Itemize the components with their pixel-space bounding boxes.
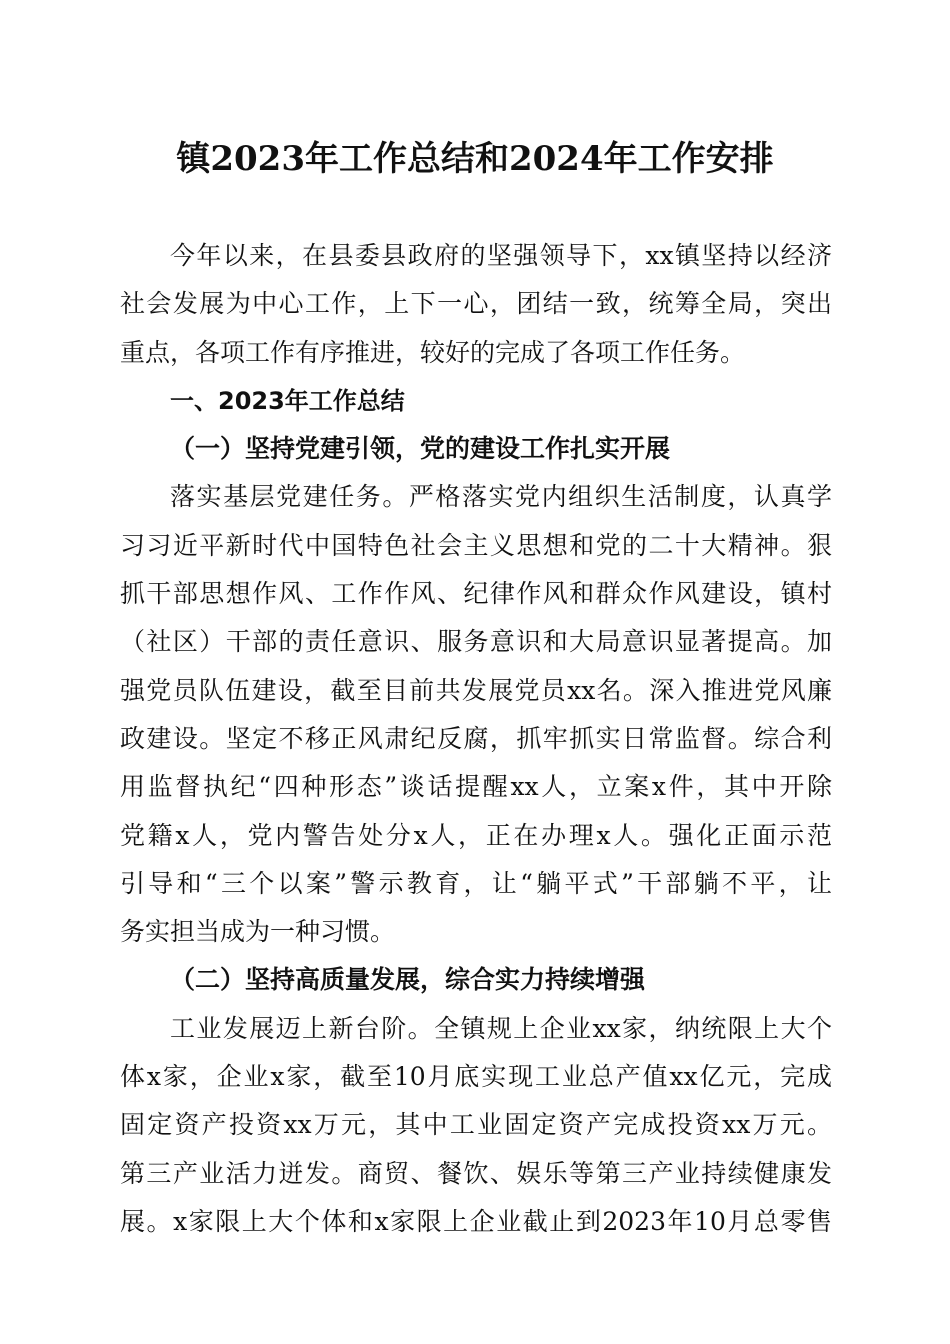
sub1-line-4: （社区）干部的责任意识、服务意识和大局意识显著提高。加	[120, 627, 832, 657]
section-heading-1: 一、2023年工作总结	[170, 386, 405, 415]
intro-line-1: 今年以来，在县委县政府的坚强领导下，xx镇坚持以经济	[170, 241, 832, 270]
intro-line-2: 社会发展为中心工作，上下一心，团结一致，统筹全局，突出	[120, 289, 832, 319]
sub2-line-4: 第三产业活力迸发。商贸、餐饮、娱乐等第三产业持续健康发	[120, 1158, 832, 1188]
sub1-line-6: 政建设。坚定不移正风肃纪反腐，抓牢抓实日常监督。综合利	[120, 723, 832, 753]
sub1-line-3: 抓干部思想作风、工作作风、纪律作风和群众作风建设，镇村	[120, 579, 832, 609]
subsection-heading-2: （二）坚持高质量发展，综合实力持续增强	[170, 965, 646, 995]
sub1-line-2: 习习近平新时代中国特色社会主义思想和党的二十大精神。狠	[120, 530, 832, 560]
sub2-line-5: 展。x家限上大个体和x家限上企业截止到2023年10月总零售	[120, 1206, 832, 1236]
subsection-heading-1: （一）坚持党建引领，党的建设工作扎实开展	[170, 434, 671, 464]
document-title: 镇2023年工作总结和2024年工作安排	[176, 139, 774, 179]
sub1-line-5: 强党员队伍建设，截至目前共发展党员xx名。深入推进党风廉	[120, 675, 832, 705]
sub1-line-9: 引导和“三个以案”警示教育，让“躺平式”干部躺不平，让	[120, 868, 832, 898]
sub1-line-1: 落实基层党建任务。严格落实党内组织生活制度，认真学	[170, 482, 832, 512]
sub1-line-7: 用监督执纪“四种形态”谈话提醒xx人，立案x件，其中开除	[120, 772, 832, 802]
intro-line-3: 重点，各项工作有序推进，较好的完成了各项工作任务。	[120, 337, 746, 367]
sub2-line-2: 体x家，企业x家，截至10月底实现工业总产值xx亿元，完成	[120, 1062, 832, 1092]
sub1-line-8: 党籍x人，党内警告处分x人，正在办理x人。强化正面示范	[120, 820, 832, 850]
sub2-line-1: 工业发展迈上新台阶。全镇规上企业xx家，纳统限上大个	[170, 1013, 832, 1043]
document-body	[120, 232, 832, 1246]
sub2-line-3: 固定资产投资xx万元，其中工业固定资产完成投资xx万元。	[120, 1110, 832, 1140]
sub1-line-10: 务实担当成为一种习惯。	[120, 917, 396, 947]
